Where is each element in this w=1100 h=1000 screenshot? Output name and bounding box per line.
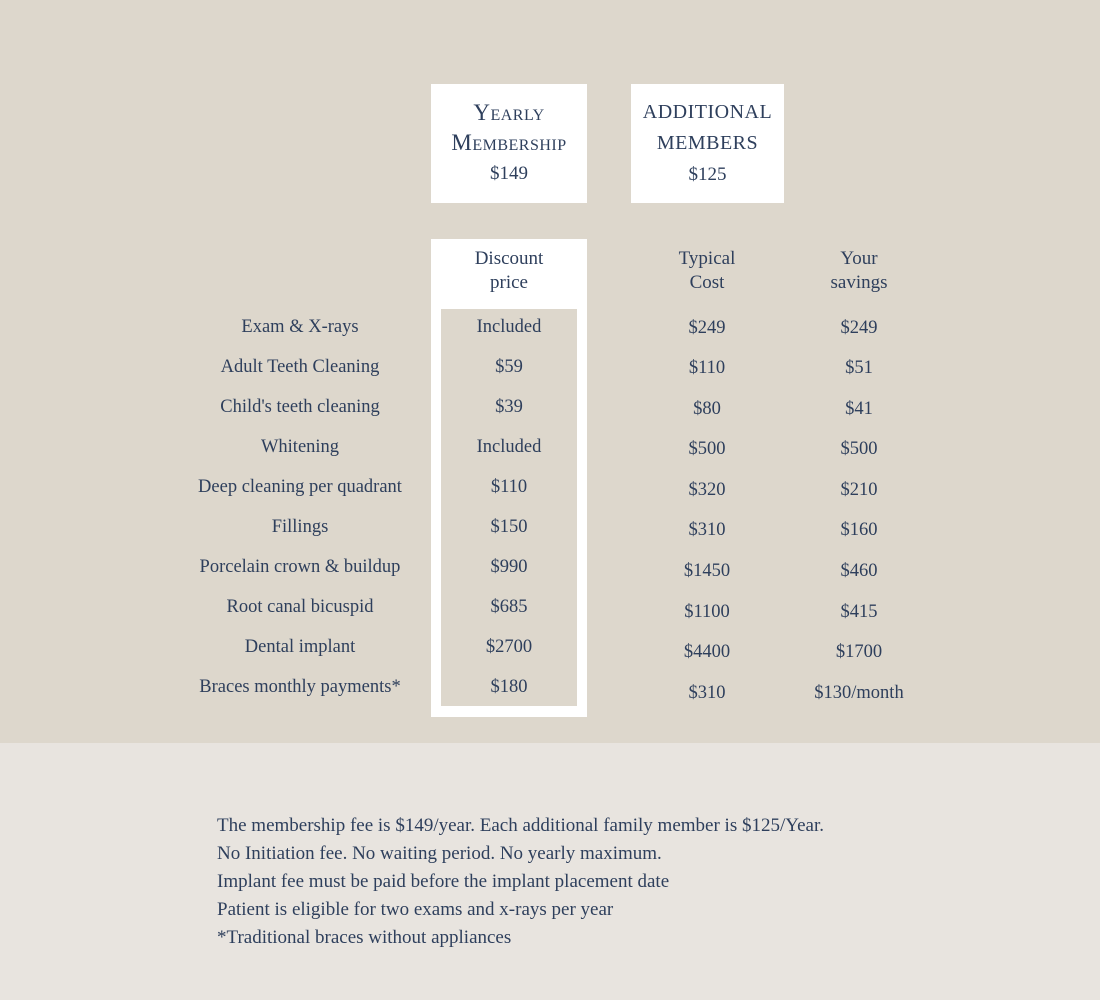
header-line: Cost: [689, 272, 725, 293]
header-your-savings: [789, 247, 929, 295]
typical-cost: $249: [688, 318, 726, 338]
membership-notes: [217, 812, 977, 952]
your-savings: $41: [845, 399, 873, 419]
your-savings: $1700: [835, 642, 883, 662]
service-name: Exam & X-rays: [241, 317, 359, 337]
your-savings: $130/month: [814, 683, 904, 703]
header-line: price: [490, 272, 528, 293]
service-name: Deep cleaning per quadrant: [198, 477, 402, 497]
discount-price: Included: [476, 317, 542, 337]
service-name: Braces monthly payments*: [199, 677, 401, 697]
your-savings: $249: [840, 318, 878, 338]
discount-price: $990: [490, 557, 528, 577]
discount-price: $110: [490, 477, 528, 497]
table-row: [0, 597, 1100, 637]
service-name: Dental implant: [244, 637, 356, 657]
discount-price: $685: [490, 597, 528, 617]
table-row: [0, 637, 1100, 677]
table-row: [0, 437, 1100, 477]
typical-cost: $310: [688, 520, 726, 540]
service-name: Adult Teeth Cleaning: [220, 357, 380, 377]
additional-members-card: [631, 84, 784, 203]
plan-price: $125: [688, 163, 727, 185]
plan-name-line1: ADDITIONAL: [642, 100, 773, 123]
header-line: Typical: [678, 248, 736, 269]
table-row: [0, 557, 1100, 597]
plan-name-line2: Membership: [451, 129, 567, 155]
header-line: Discount: [474, 248, 544, 269]
your-savings: $210: [840, 480, 878, 500]
header-line: Your: [840, 248, 878, 269]
table-row: [0, 477, 1100, 517]
discount-price: $150: [490, 517, 528, 537]
typical-cost: $80: [693, 399, 721, 419]
typical-cost: $310: [688, 683, 726, 703]
plan-price: $149: [490, 162, 528, 184]
typical-cost: $1100: [684, 602, 730, 622]
discount-price: $39: [495, 397, 523, 417]
note-line: No Initiation fee. No waiting period. No yearly maximum.: [217, 843, 662, 864]
table-row: [0, 357, 1100, 397]
service-name: Child's teeth cleaning: [220, 397, 380, 417]
typical-cost: $500: [688, 439, 726, 459]
plan-name-line2: MEMBERS: [656, 131, 759, 154]
table-row: [0, 317, 1100, 357]
your-savings: $500: [840, 439, 878, 459]
discount-price: Included: [476, 437, 542, 457]
table-row: [0, 517, 1100, 557]
service-name: Fillings: [271, 517, 329, 537]
table-row: [0, 397, 1100, 437]
header-discount-price: [439, 247, 579, 295]
service-name: Porcelain crown & buildup: [199, 557, 401, 577]
discount-price: $2700: [485, 637, 533, 657]
your-savings: $51: [845, 358, 873, 378]
note-line: Implant fee must be paid before the implant placement date: [217, 871, 670, 892]
note-line: Patient is eligible for two exams and x-rays per year: [217, 899, 614, 920]
note-line: The membership fee is $149/year. Each additional family member is $125/Year.: [217, 815, 824, 836]
typical-cost: $320: [688, 480, 726, 500]
typical-cost: $1450: [683, 561, 731, 581]
note-line: *Traditional braces without appliances: [217, 927, 512, 948]
service-name: Root canal bicuspid: [226, 597, 374, 617]
your-savings: $160: [840, 520, 878, 540]
typical-cost: $110: [688, 358, 726, 378]
discount-price: $180: [490, 677, 528, 697]
header-typical-cost: [637, 247, 777, 295]
discount-price: $59: [495, 357, 523, 377]
table-row: [0, 677, 1100, 717]
plan-name-line1: Yearly: [473, 99, 545, 125]
your-savings: $460: [840, 561, 878, 581]
yearly-membership-card: [431, 84, 587, 203]
typical-cost: $4400: [683, 642, 731, 662]
your-savings: $415: [840, 602, 878, 622]
header-line: savings: [830, 272, 888, 293]
service-name: Whitening: [260, 437, 340, 457]
